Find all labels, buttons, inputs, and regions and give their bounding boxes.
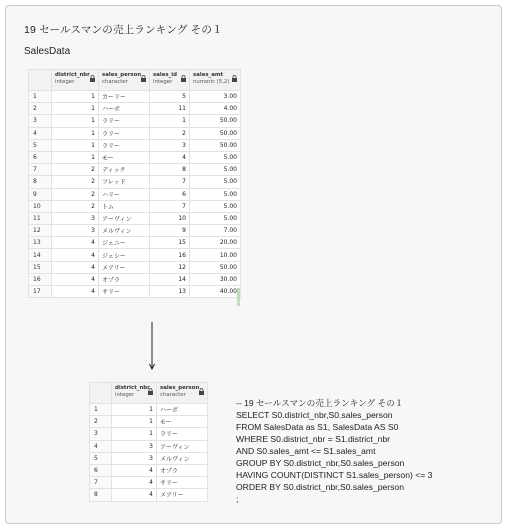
row-number-cell[interactable]: 11 [29, 212, 52, 224]
table-cell[interactable]: 4 [52, 249, 99, 261]
column-type: integer [153, 79, 173, 85]
row-number-cell[interactable]: 14 [29, 249, 52, 261]
column-header[interactable] [112, 383, 157, 404]
row-number-cell[interactable]: 12 [29, 225, 52, 237]
column-name: sales_id [153, 72, 177, 78]
table-row[interactable] [29, 212, 241, 224]
table-cell[interactable]: 6 [150, 188, 190, 200]
table-cell[interactable]: 3 [150, 139, 190, 151]
table-cell[interactable]: 5 [150, 91, 190, 103]
table-caption: SalesData [24, 46, 71, 57]
table-header-row [29, 70, 241, 91]
column-header[interactable] [157, 383, 208, 404]
table-cell[interactable]: 1 [150, 115, 190, 127]
row-number-cell[interactable]: 10 [29, 200, 52, 212]
table-cell[interactable]: 7 [150, 200, 190, 212]
row-number-cell[interactable]: 8 [90, 489, 112, 501]
table-cell[interactable]: 1 [52, 103, 99, 115]
sql-line: -- 19 セールスマンの売上ランキング その１ [236, 398, 404, 408]
sql-line: ; [236, 494, 239, 504]
row-number-cell[interactable]: 2 [90, 416, 112, 428]
table-cell[interactable]: ラリー [99, 139, 150, 151]
table-cell[interactable]: 1 [52, 91, 99, 103]
table-header-row [90, 383, 208, 404]
table-cell[interactable]: トム [99, 200, 150, 212]
page-title: 19 セールスマンの売上ランキング その１ [24, 24, 223, 36]
table-row[interactable] [90, 428, 208, 440]
row-number-cell[interactable]: 9 [29, 188, 52, 200]
table-cell[interactable]: 1 [52, 127, 99, 139]
table-cell[interactable]: 5.00 [190, 200, 241, 212]
sales-data-table [28, 69, 241, 298]
row-number-header [29, 70, 52, 91]
table-row[interactable] [29, 188, 241, 200]
table-cell[interactable]: 9 [150, 225, 190, 237]
table-row[interactable] [90, 477, 208, 489]
lock-icon [141, 75, 146, 82]
table-cell[interactable]: 4 [52, 261, 99, 273]
result-table [89, 382, 208, 502]
table-cell[interactable]: 1 [52, 115, 99, 127]
table-cell[interactable]: 12 [150, 261, 190, 273]
row-number-cell[interactable]: 5 [29, 139, 52, 151]
table-row[interactable] [29, 115, 241, 127]
column-header[interactable] [99, 70, 150, 91]
table-cell[interactable]: 2 [52, 176, 99, 188]
row-number-cell[interactable]: 16 [29, 273, 52, 285]
table-cell[interactable]: アーヴィン [99, 212, 150, 224]
table-cell[interactable]: ハーボ [99, 103, 150, 115]
row-number-cell[interactable]: 2 [29, 103, 52, 115]
column-name: sales_person [160, 385, 200, 391]
row-number-cell[interactable]: 3 [90, 428, 112, 440]
table-cell[interactable]: ジェシー [99, 249, 150, 261]
column-type: numeric (5,2) [193, 79, 230, 85]
table-row[interactable] [90, 489, 208, 501]
row-number-cell[interactable]: 7 [29, 164, 52, 176]
table-row[interactable] [90, 440, 208, 452]
table-row[interactable] [29, 273, 241, 285]
table-cell[interactable]: 4 [52, 286, 99, 298]
table-cell[interactable]: 1 [112, 428, 157, 440]
table-cell[interactable]: 3.00 [190, 91, 241, 103]
table-row[interactable] [29, 151, 241, 163]
table-cell[interactable]: 4 [112, 464, 157, 476]
table-cell[interactable]: 2 [150, 127, 190, 139]
table-cell[interactable]: 10.00 [190, 249, 241, 261]
table-cell[interactable]: 5.00 [190, 176, 241, 188]
table-cell[interactable]: ラリー [157, 428, 208, 440]
table-cell[interactable]: ディック [99, 164, 150, 176]
table-cell[interactable]: 5.00 [190, 188, 241, 200]
table-cell[interactable]: サリー [157, 477, 208, 489]
table-row[interactable] [29, 127, 241, 139]
table-cell[interactable]: 50.00 [190, 127, 241, 139]
table-row[interactable] [90, 404, 208, 416]
column-name: sales_amt [193, 72, 224, 78]
row-number-cell[interactable]: 1 [29, 91, 52, 103]
table-cell[interactable]: 4 [52, 273, 99, 285]
table-row[interactable] [29, 176, 241, 188]
row-number-cell[interactable]: 5 [90, 452, 112, 464]
table-cell[interactable]: カーリー [99, 91, 150, 103]
table-cell[interactable]: ラリー [99, 127, 150, 139]
table-row[interactable] [29, 103, 241, 115]
row-number-cell[interactable]: 3 [29, 115, 52, 127]
table-row[interactable] [29, 261, 241, 273]
table-cell[interactable]: 1 [52, 139, 99, 151]
table-cell[interactable]: ハリー [99, 188, 150, 200]
table-cell[interactable]: メルヴィン [157, 452, 208, 464]
lock-icon [232, 75, 237, 82]
row-number-header [90, 383, 112, 404]
table-cell[interactable]: オプラ [99, 273, 150, 285]
table-cell[interactable]: 7.00 [190, 225, 241, 237]
arrow-down-icon [149, 322, 155, 370]
table-row[interactable] [90, 452, 208, 464]
table-cell[interactable]: アーヴィン [157, 440, 208, 452]
table-cell[interactable]: 50.00 [190, 115, 241, 127]
sql-line: GROUP BY S0.district_nbr,S0.sales_person [236, 458, 405, 468]
row-number-cell[interactable]: 13 [29, 237, 52, 249]
column-name: district_nbr [115, 385, 150, 391]
table-row[interactable] [29, 139, 241, 151]
row-number-cell[interactable]: 7 [90, 477, 112, 489]
table-cell[interactable]: 7 [150, 176, 190, 188]
table-cell[interactable]: 11 [150, 103, 190, 115]
table-cell[interactable]: ジェニー [99, 237, 150, 249]
table-row[interactable] [90, 464, 208, 476]
row-number-cell[interactable]: 4 [90, 440, 112, 452]
table-row[interactable] [29, 286, 241, 298]
table-row[interactable] [29, 200, 241, 212]
table-cell[interactable]: 3 [52, 212, 99, 224]
table-cell[interactable]: 13 [150, 286, 190, 298]
table-cell[interactable]: サリー [99, 286, 150, 298]
table-cell[interactable]: メアリー [157, 489, 208, 501]
table-cell[interactable]: 40.00 [190, 286, 241, 298]
column-type: integer [115, 392, 135, 398]
table-cell[interactable]: 16 [150, 249, 190, 261]
sql-line: SELECT S0.district_nbr,S0.sales_person [236, 410, 393, 420]
column-header[interactable] [190, 70, 241, 91]
table-cell[interactable]: メルヴィン [99, 225, 150, 237]
row-number-cell[interactable]: 15 [29, 261, 52, 273]
table-cell[interactable]: 20.00 [190, 237, 241, 249]
table-cell[interactable]: ラリー [99, 115, 150, 127]
sql-line: AND S0.sales_amt <= S1.sales_amt [236, 446, 376, 456]
column-header[interactable] [52, 70, 99, 91]
table-row[interactable] [29, 164, 241, 176]
row-number-cell[interactable]: 6 [29, 151, 52, 163]
column-header[interactable] [150, 70, 190, 91]
table-cell[interactable]: オプラ [157, 464, 208, 476]
table-cell[interactable]: 5.00 [190, 151, 241, 163]
table-cell[interactable]: 15 [150, 237, 190, 249]
table-cell[interactable]: 5.00 [190, 212, 241, 224]
column-type: integer [55, 79, 75, 85]
table-cell[interactable]: 50.00 [190, 261, 241, 273]
table-cell[interactable]: 2 [52, 164, 99, 176]
table-cell[interactable]: 3 [112, 452, 157, 464]
column-name: district_nbr [55, 72, 90, 78]
sql-line: ORDER BY S0.district_nbr,S0.sales_person [236, 482, 404, 492]
table-cell[interactable]: 8 [150, 164, 190, 176]
table-cell[interactable]: 4 [112, 489, 157, 501]
table-row[interactable] [29, 91, 241, 103]
lock-icon [90, 75, 95, 82]
scroll-indicator[interactable] [237, 288, 240, 306]
table-cell[interactable]: 50.00 [190, 139, 241, 151]
table-row[interactable] [29, 225, 241, 237]
table-row[interactable] [90, 416, 208, 428]
table-cell[interactable]: モー [157, 416, 208, 428]
row-number-cell[interactable]: 4 [29, 127, 52, 139]
sql-query [236, 397, 432, 505]
column-name: sales_person [102, 72, 142, 78]
row-number-cell[interactable]: 8 [29, 176, 52, 188]
table-cell[interactable]: 4 [52, 237, 99, 249]
table-cell[interactable]: メアリー [99, 261, 150, 273]
table-cell[interactable]: 4.00 [190, 103, 241, 115]
table-cell[interactable]: 3 [112, 440, 157, 452]
table-row[interactable] [29, 249, 241, 261]
table-cell[interactable]: 4 [150, 151, 190, 163]
table-cell[interactable]: 1 [112, 404, 157, 416]
table-cell[interactable]: フレッド [99, 176, 150, 188]
table-cell[interactable]: 14 [150, 273, 190, 285]
table-cell[interactable]: 4 [112, 477, 157, 489]
sql-line: WHERE S0.district_nbr = S1.district_nbr [236, 434, 391, 444]
row-number-cell[interactable]: 1 [90, 404, 112, 416]
table-row[interactable] [29, 237, 241, 249]
lock-icon [148, 388, 153, 395]
table-cell[interactable]: ハーボ [157, 404, 208, 416]
table-cell[interactable]: 10 [150, 212, 190, 224]
sql-line: FROM SalesData as S1, SalesData AS S0 [236, 422, 399, 432]
lock-icon [181, 75, 186, 82]
row-number-cell[interactable]: 17 [29, 286, 52, 298]
column-type: character [102, 79, 128, 85]
table-cell[interactable]: 2 [52, 188, 99, 200]
column-type: character [160, 392, 186, 398]
row-number-cell[interactable]: 6 [90, 464, 112, 476]
table-cell[interactable]: モー [99, 151, 150, 163]
lock-icon [199, 388, 204, 395]
table-cell[interactable]: 5.00 [190, 164, 241, 176]
table-cell[interactable]: 3 [52, 225, 99, 237]
table-cell[interactable]: 1 [112, 416, 157, 428]
table-cell[interactable]: 30.00 [190, 273, 241, 285]
table-cell[interactable]: 1 [52, 151, 99, 163]
table-cell[interactable]: 2 [52, 200, 99, 212]
sql-line: HAVING COUNT(DISTINCT S1.sales_person) <= 3 [236, 470, 433, 480]
